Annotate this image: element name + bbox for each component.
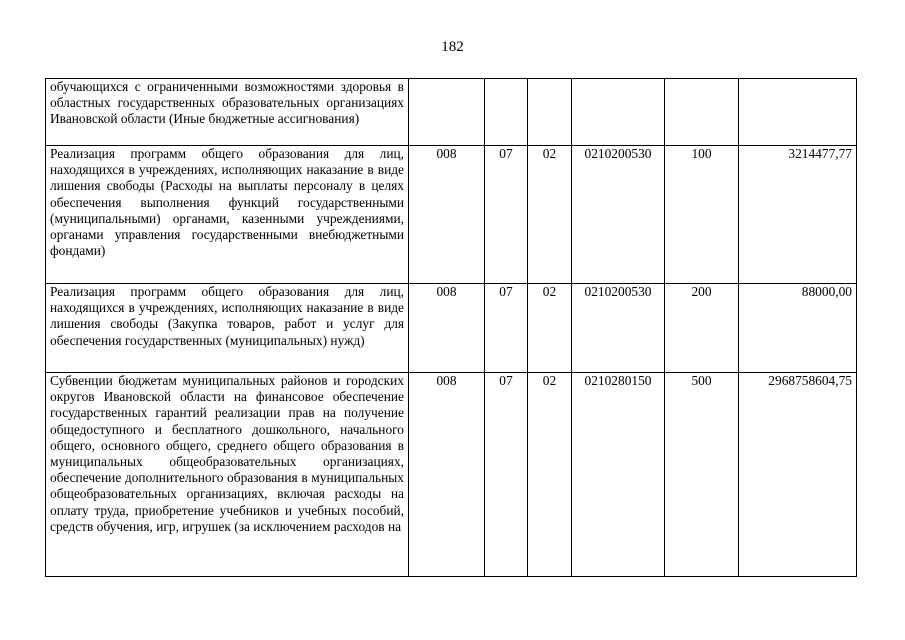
admin-code-cell: 008 xyxy=(409,146,485,284)
subsection-cell xyxy=(528,79,572,146)
target-article-cell xyxy=(572,79,665,146)
expense-type-cell: 100 xyxy=(665,146,739,284)
amount-cell: 2968758604,75 xyxy=(739,373,857,577)
amount-cell: 3214477,77 xyxy=(739,146,857,284)
row-description: Субвенции бюджетам муниципальных районов и городских округов Ивановской области на финансовое обеспечение государственных гарантий реализации прав на получение общедоступного и бесплатного дошкольного, начального общего, основного общего, среднего общего образования в муниципальных общеобразовательных организациях, обеспечение дополнительного образования в муниципальных общеобразовательных организациях, включая расходы на оплату труда, приобретение учебников и учебных пособий, средств обучения, игр, игрушек (за исключением расходов на xyxy=(46,373,409,577)
target-article-cell: 0210200530 xyxy=(572,146,665,284)
subsection-cell: 02 xyxy=(528,373,572,577)
budget-table xyxy=(45,78,857,577)
subsection-cell: 02 xyxy=(528,146,572,284)
section-cell: 07 xyxy=(485,284,528,373)
row-description: Реализация программ общего образования для лиц, находящихся в учреждениях, исполняющих наказание в виде лишения свободы (Закупка товаров, работ и услуг для обеспечения государственных (муниципальных) нужд) xyxy=(46,284,409,373)
amount-cell xyxy=(739,79,857,146)
expense-type-cell xyxy=(665,79,739,146)
table-row xyxy=(46,146,857,284)
admin-code-cell: 008 xyxy=(409,284,485,373)
section-cell: 07 xyxy=(485,373,528,577)
expense-type-cell: 200 xyxy=(665,284,739,373)
table-row xyxy=(46,284,857,373)
page-number: 182 xyxy=(441,39,464,55)
subsection-cell: 02 xyxy=(528,284,572,373)
row-description: Реализация программ общего образования для лиц, находящихся в учреждениях, исполняющих наказание в виде лишения свободы (Расходы на выплаты персоналу в целях обеспечения выполнения функций государственными (муниципальными) органами, казенными учреждениями, органами управления государственными внебюджетными фондами) xyxy=(46,146,409,284)
expense-type-cell: 500 xyxy=(665,373,739,577)
target-article-cell: 0210280150 xyxy=(572,373,665,577)
admin-code-cell: 008 xyxy=(409,373,485,577)
section-cell: 07 xyxy=(485,146,528,284)
row-description: обучающихся с ограниченными возможностями здоровья в областных государственных образовательных организациях Ивановской области (Иные бюджетные ассигнования) xyxy=(46,79,409,146)
section-cell xyxy=(485,79,528,146)
amount-cell: 88000,00 xyxy=(739,284,857,373)
admin-code-cell xyxy=(409,79,485,146)
target-article-cell: 0210200530 xyxy=(572,284,665,373)
table-row xyxy=(46,373,857,577)
table-row xyxy=(46,79,857,146)
